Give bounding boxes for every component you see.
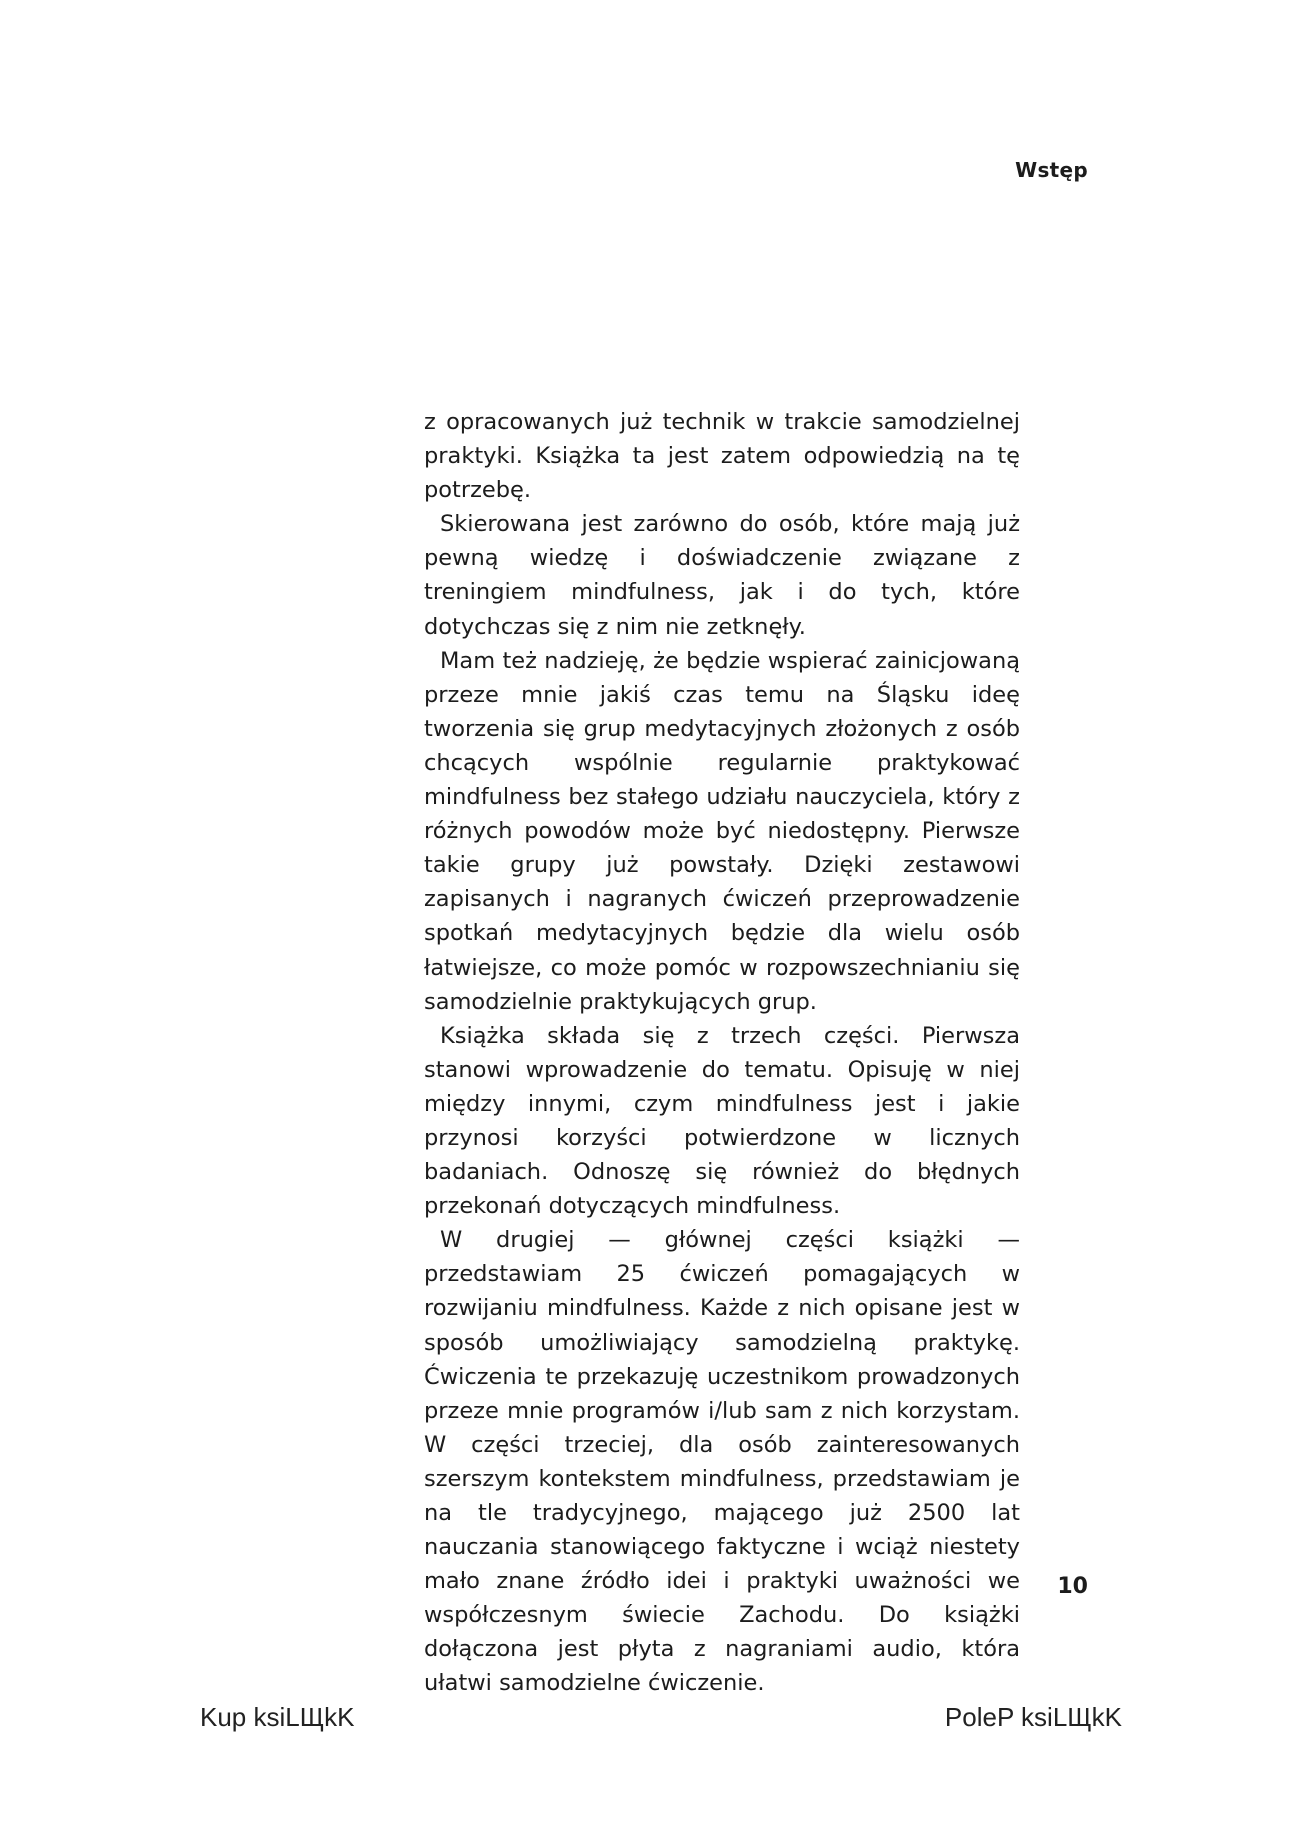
body-text <box>424 405 1020 1701</box>
buy-book-link[interactable]: Kup ksiLЩkK <box>200 1702 355 1732</box>
paragraph-4: Książka składa się z trzech części. Pierwsza stanowi wprowadzenie do tematu. Opisuję w niej między innymi, czym mindfulness jest i jakie przynosi korzyści potwierdzone w licznych badaniach. Odnoszę się również do błędnych przekonań dotyczących mindfulness. <box>424 1022 1020 1220</box>
paragraph-2: Skierowana jest zarówno do osób, które mają już pewną wiedzę i doświadczenie związane z treningiem mindfulness, jak i do tych, które dotychczas się z nim nie zetknęły. <box>424 511 1020 640</box>
page-number: 10 <box>1057 1574 1088 1599</box>
recommend-book-link[interactable]: PoleP ksiLЩkK <box>944 1702 1122 1732</box>
paragraph-1: z opracowanych już technik w trakcie samodzielnej praktyki. Książka ta jest zatem odpowiedzią na tę potrzebę. <box>424 409 1020 504</box>
paragraph-3: Mam też nadzieję, że będzie wspierać zainicjowaną przeze mnie jakiś czas temu na Śląsku ideę tworzenia się grup medytacyjnych złożonych z osób chcących wspólnie regularnie praktykować mindfulness bez stałego udziału nauczyciela, który z różnych powodów może być niedostępny. Pierwsze takie grupy już powstały. Dzięki zestawowi zapisanych i nagranych ćwiczeń przeprowadzenie spotkań medytacyjnych będzie dla wielu osób łatwiejsze, co może pomóc w rozpowszechnianiu się samodzielnie praktykujących grup. <box>424 647 1020 1015</box>
paragraph-5: W drugiej — głównej części książki — przedstawiam 25 ćwiczeń pomagających w rozwijaniu mindfulness. Każde z nich opisane jest w sposób umożliwiający samodzielną praktykę. Ćwiczenia te przekazuję uczestnikom prowadzonych przeze mnie programów i/lub sam z nich korzystam. W części trzeciej, dla osób zainteresowanych szerszym kontekstem mindfulness, przedstawiam je na tle tradycyjnego, mającego już 2500 lat nauczania stanowiącego faktyczne i wciąż niestety mało znane źródło idei i praktyki uważności we współczesnym świecie Zachodu. Do książki dołączona jest płyta z nagraniami audio, która ułatwi samodzielne ćwiczenie. <box>424 1227 1020 1697</box>
running-head: Wstęp <box>1015 158 1088 182</box>
